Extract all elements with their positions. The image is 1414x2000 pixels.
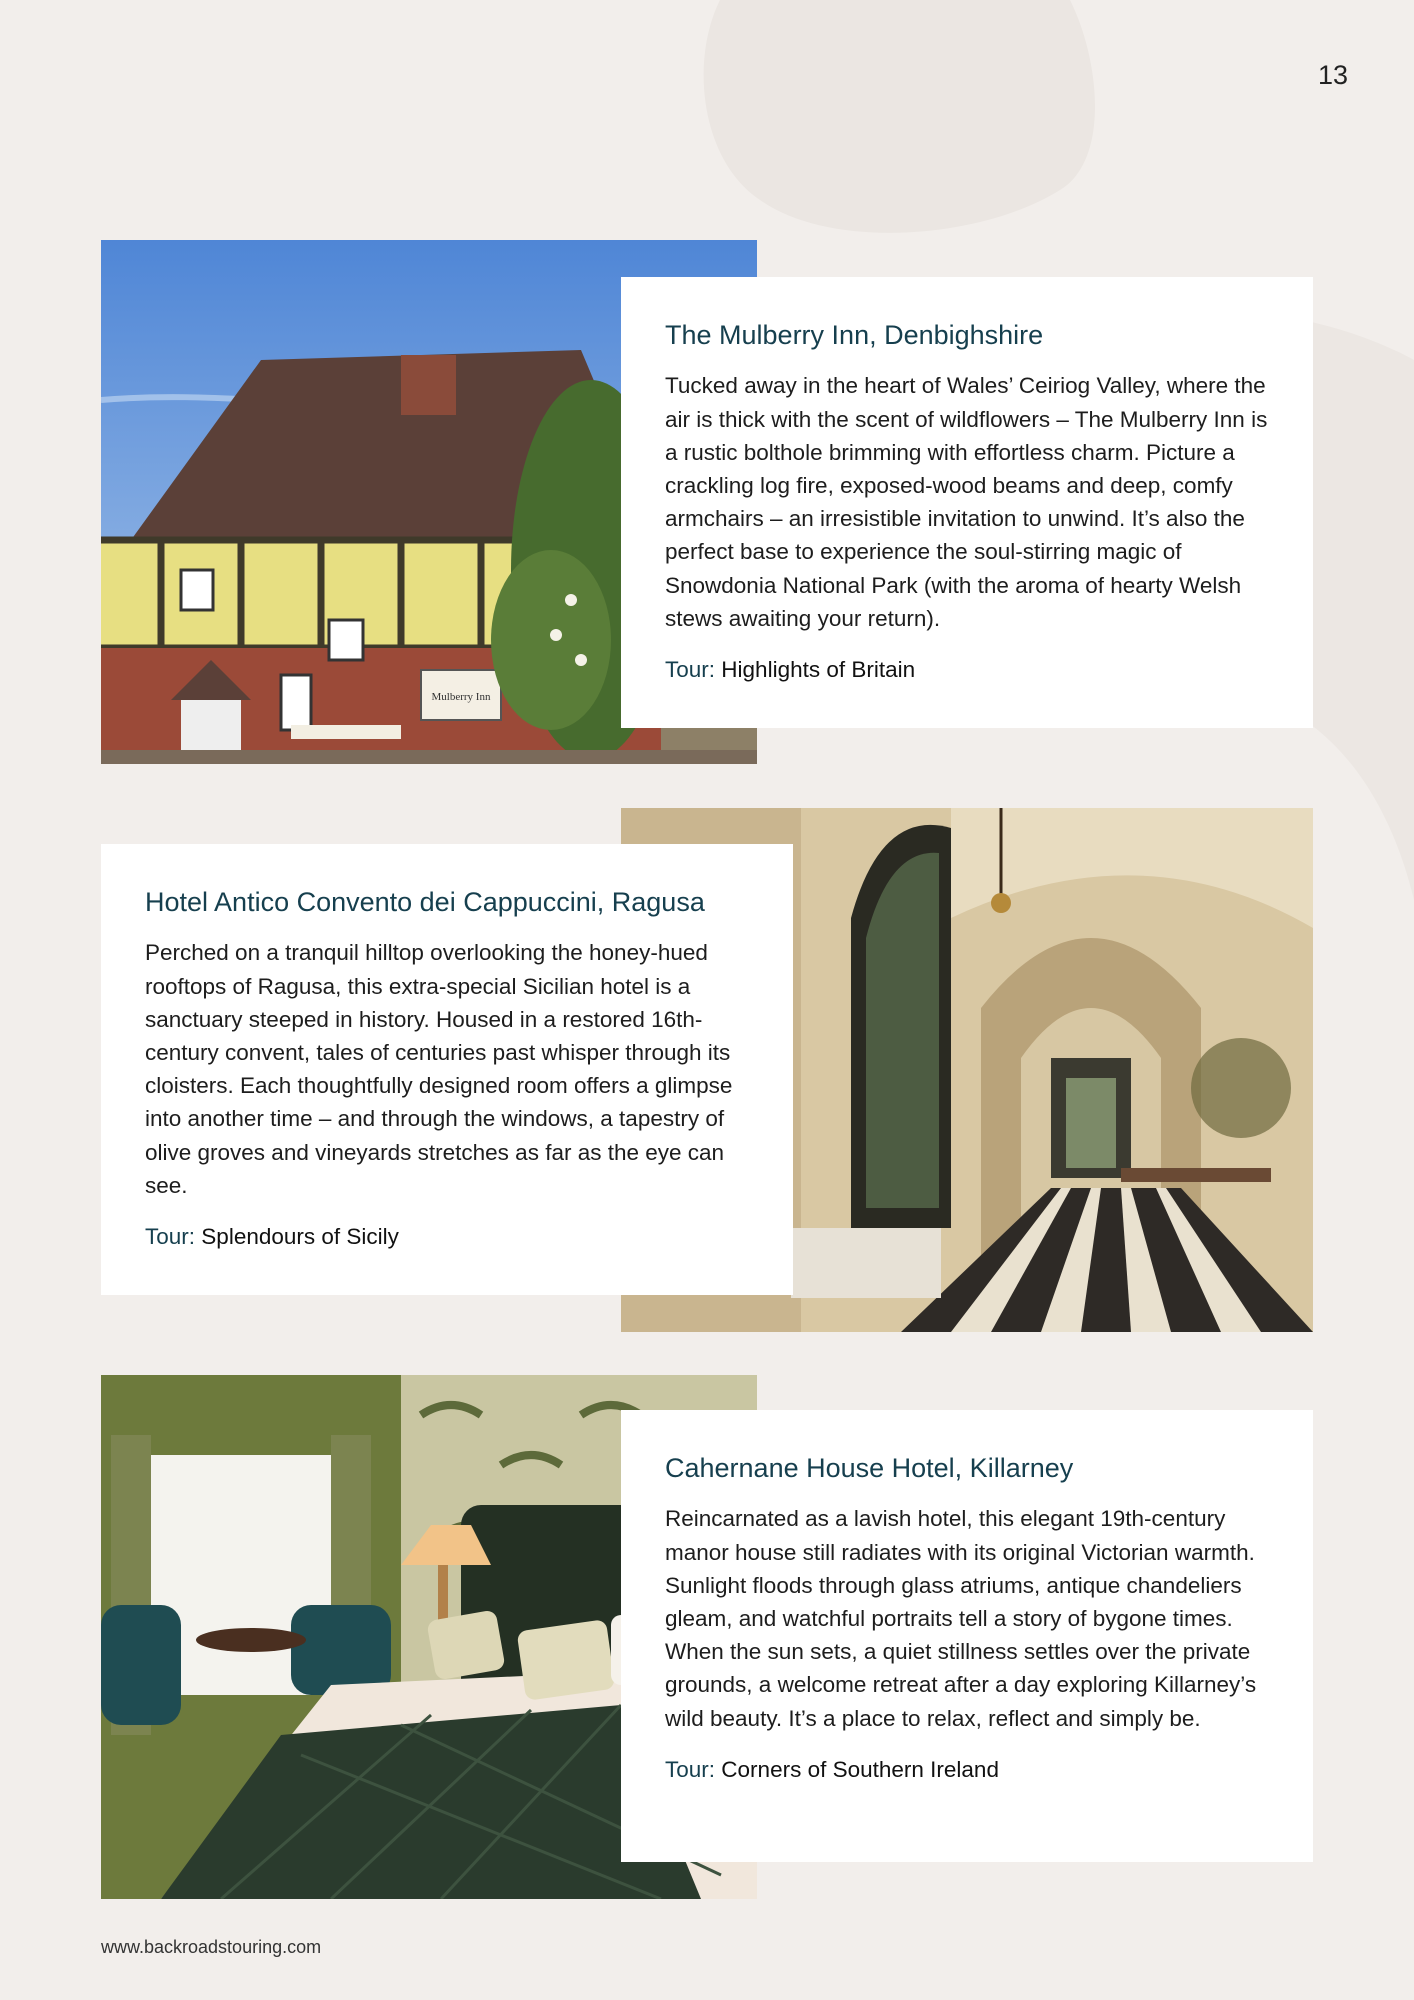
tour-name: Corners of Southern Ireland [721,1756,999,1782]
tour-label: Tour: [145,1224,196,1250]
hotel-description: Perched on a tranquil hilltop overlooking the honey-hued rooftops of Ragusa, this extra-special Sicilian hotel is a sanctuary steeped in history. Housed in a restored 16th-century convent, tales of centuries past whisper through its cloisters. Each thoughtfully designed room offers a glimpse into another time – and through the windows, a tapestry of olive groves and vineyards stretches as far as the eye can see. [145,940,733,1198]
hotel-title: The Mulberry Inn, Denbighshire [665,320,1044,350]
hotel-title: Cahernane House Hotel, Killarney [665,1453,1074,1483]
antico-convento-card [101,844,793,1295]
tour-label: Tour: [665,1756,716,1782]
tour-name: Splendours of Sicily [201,1224,399,1250]
mulberry-inn-sign: Mulberry Inn [431,691,491,703]
hotel-description: Reincarnated as a lavish hotel, this elegant 19th-century manor house still radiates with its original Victorian warmth. Sunlight floods through glass atriums, antique chandeliers gleam, and watchful portraits tell a story of bygone times. When the sun sets, a quiet stillness settles over the private grounds, a welcome retreat after a day exploring Killarney’s wild beauty. It’s a place to relax, reflect and simply be. [665,1506,1257,1731]
tour-name: Highlights of Britain [721,657,916,683]
mulberry-inn-card [621,277,1313,728]
hotel-title: Hotel Antico Convento dei Cappuccini, Ragusa [145,887,705,917]
cahernane-house-card [621,1410,1313,1862]
hotel-description: Tucked away in the heart of Wales’ Ceiriog Valley, where the air is thick with the scent of wildflowers – The Mulberry Inn is a rustic bolthole brimming with effortless charm. Picture a crackling log fire, exposed-wood beams and deep, comfy armchairs – an irresistible invitation to unwind. It’s also the perfect base to experience the soul-stirring magic of Snowdonia National Park (with the aroma of hearty Welsh stews awaiting your return). [665,373,1268,631]
tour-line [145,1222,749,1252]
page-number: 13 [1317,60,1348,90]
tour-line [665,655,1269,685]
tour-label: Tour: [665,657,716,683]
tour-line [665,1755,1269,1785]
footer-website-url[interactable]: www.backroadstouring.com [101,1937,322,1957]
